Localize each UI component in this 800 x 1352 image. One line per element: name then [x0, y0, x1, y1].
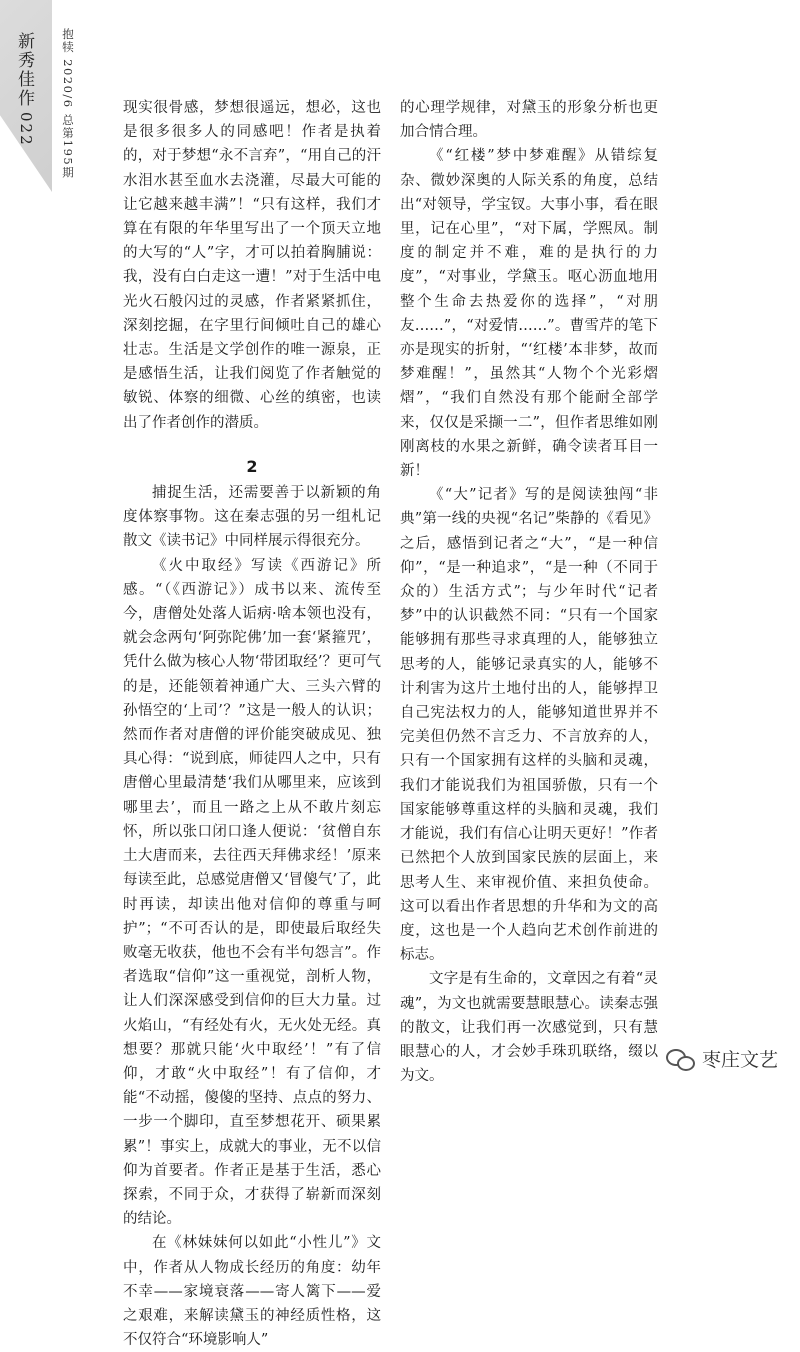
section-title: 新秀佳作: [14, 32, 34, 108]
watermark-text: 枣庄文艺: [701, 1049, 778, 1071]
page-number: 022: [17, 112, 35, 147]
paragraph: 文字是有生命的，文章因之有着“灵魂”，为文也就需要慧眼慧心。读秦志强的散文，让我们再一次感觉到，只有慧眼慧心的人，才会妙手珠玑联络，缀以为文。: [400, 971, 658, 1085]
paragraph: 《“红楼”梦中梦难醒》从错综复杂、微妙深奥的人际关系的角度，总结出“对领导，学宝钗。大事小事，看在眼里，记在心里”，“对下属，学熙凤。制度的制定并不难，难的是执行的力度”，“对事业，学黛玉。呕心沥血地用整个生命去热爱你的选择”，“对朋友……”，“对爱情……”。曹雪芹的笔下亦是现实的折射，“‘红楼’本非梦，故而梦难醒！”，虽然其“人物个个光彩熠熠”，“我们自然没有那个能耐全部学来，仅仅是采撷一二”，但作者思维如刚刚离枝的水果之新鲜，确令读者耳目一新！: [400, 148, 658, 480]
section-number: 2: [246, 456, 258, 476]
paragraph: 的心理学规律，对黛玉的形象分析也更加合情合理。: [400, 100, 658, 141]
watermark: [666, 1045, 778, 1072]
paragraph: 在《林妹妹何以如此“小性儿”》文中，作者从人物成长经历的角度：幼年不幸——家境衰落——寄人篱下——爱之艰难，来解读黛玉的神经质性格，这不仅符合“环境影响人”: [123, 1235, 381, 1349]
paragraph: 现实很骨感，梦想很遥远，想必，这也是很多很多人的同感吧！作者是执着的，对于梦想“永不言弃”，“用自己的汗水泪水甚至血水去浇灌，尽最大可能的让它越来越丰满”！“只有这样，我们才算在有限的年华里写出了一个顶天立地的大写的“人”字，才可以拍着胸脯说：我，没有白白走这一遭！”对于生活中电光火石般闪过的灵感，作者紧紧抓住，深刻挖掘，在字里行间倾吐自己的雄心壮志。生活是文学创作的唯一源泉，正是感悟生活，让我们阅览了作者触觉的敏锐、体察的细微、心丝的缜密，也读出了作者创作的潜质。: [123, 100, 381, 431]
left-column: [123, 96, 381, 1352]
paragraph: 捕捉生活，还需要善于以新颖的角度体察事物。这在秦志强的另一组札记散文《读书记》中同样展示得很充分。: [123, 485, 381, 550]
right-column: [400, 96, 658, 1088]
wechat-icon: [666, 1048, 694, 1070]
paragraph: 《“大”记者》写的是阅读独闯“非典”第一线的央视“名记”柴静的《看见》之后，感悟到记者之“大”，“是一种信仰”，“是一种追求”，“是一种（不同于众的）生活方式”；与少年时代“记者梦”中的认识截然不同：“只有一个国家能够拥有那些寻求真理的人，能够独立思考的人，能够记录真实的人，能够不计利害为这片土地付出的人，能够捍卫自己宪法权力的人，能够知道世界并不完美但仍然不言乏力、不言放弃的人，只有一个国家拥有这样的头脑和灵魂，我们才能说我们为祖国骄傲，只有一个国家能够尊重这样的头脑和灵魂，我们才能说，我们有信心让明天更好！”作者已然把个人放到国家民族的层面上，来思考人生、来审视价值、来担负使命。这可以看出作者思想的升华和为文的高度，这也是一个人趋向艺术创作前进的标志。: [400, 487, 658, 964]
issue-info: 抱犊 2020/6 总第195期: [61, 28, 75, 180]
paragraph: 《火中取经》写读《西游记》所感。“（《西游记》）成书以来、流传至今，唐僧处处落人诟病·啥本领也没有，就会念两句‘阿弥陀佛’加一套‘紧箍咒’，凭什么做为核心人物‘带团取经’？更可气的是，还能领着神通广大、三头六臂的孙悟空的‘上司’？”这是一般人的认识；然而作者对唐僧的评价能突破成见、独具心得：“说到底，师徒四人之中，只有唐僧心里最清楚‘我们从哪里来，应该到哪里去’，而且一路之上从不敢片刻忘怀，所以张口闭口逢人便说：‘贫僧自东土大唐而来，去往西天拜佛求经！’原来每读至此，总感觉唐僧又‘冒傻气’了，此时再读，却读出他对信仰的尊重与呵护”；“不可否认的是，即使最后取经失败毫无收获，他也不会有半句怨言”。作者选取“信仰”这一重视觉，剖析人物，让人们深深感受到信仰的巨大力量。过火焰山，“有经处有火，无火处无经。真想要？那就只能‘火中取经’！”有了信仰，才敢“火中取经”！有了信仰，才能“不动摇，傻傻的坚持、点点的努力、一步一个脚印，直至梦想花开、硕果累累”！事实上，成就大的事业，无不以信仰为首要者。作者正是基于生活，悉心探索，不同于众，才获得了崭新而深刻的结论。: [123, 557, 381, 1228]
